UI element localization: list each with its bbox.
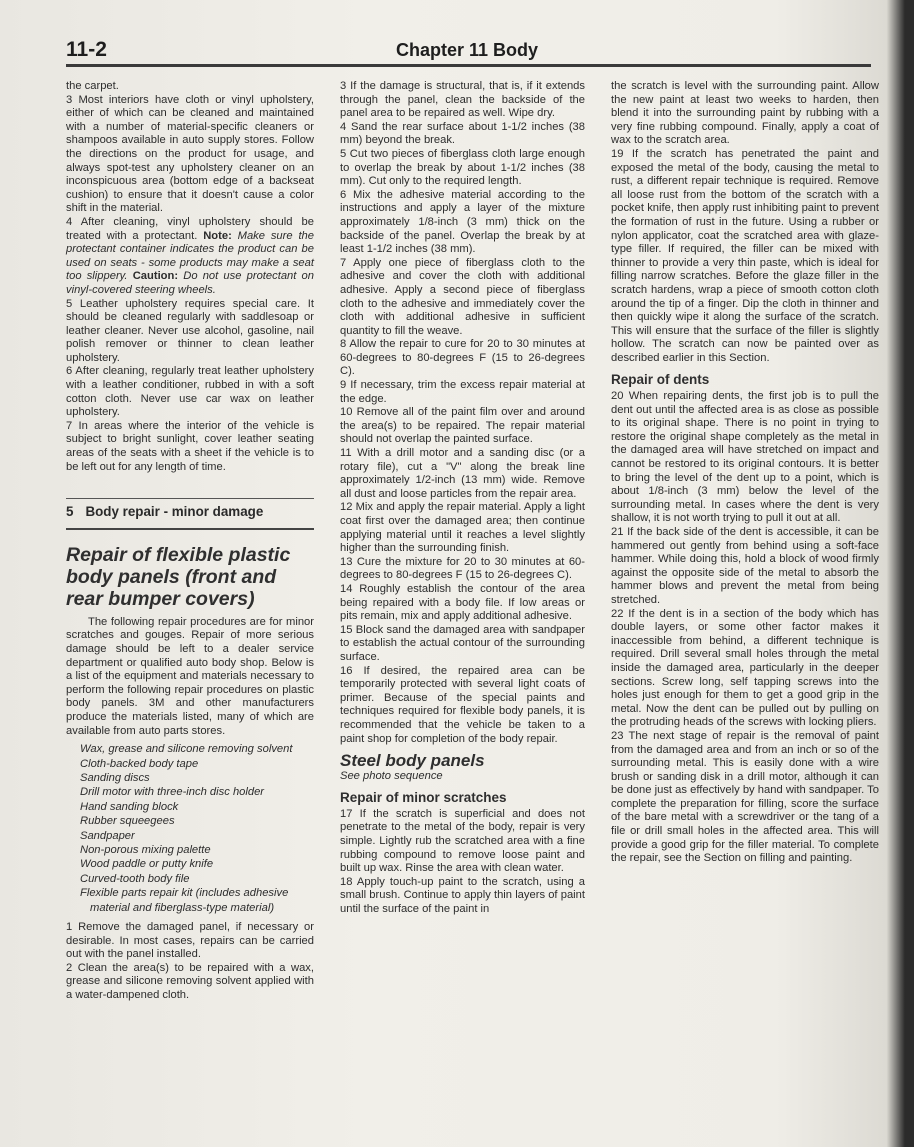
list-item: Wax, grease and silicone removing solvent [80, 743, 293, 756]
text-run: 4 After cleaning, vinyl upholstery should be treated with a protectant. [66, 215, 314, 242]
section-heading [66, 498, 314, 530]
paragraph: 10 Remove all of the paint film over and around the area(s) to be repaired. The repair material should not overlap the painted surface. [340, 406, 585, 446]
photo-reference: See photo sequence [340, 769, 443, 782]
paragraph: 15 Block sand the damaged area with sandpaper to establish the actual contour of the surrounding surface. [340, 623, 585, 663]
paragraph: 21 If the back side of the dent is accessible, it can be hammered out gently from behind using a soft-face hammer. While doing this, hold a block of wood firmly against the opposite side of the metal to absorb the hammer blows and prevent the metal from being stretched. [611, 526, 879, 606]
paragraph: 16 If desired, the repaired area can be temporarily protected with several light coats of primer. Because of the special paints and techniques required for flexible body panels, it is recommended that the vehicle be taken to a paint shop for completion of the body repair. [340, 664, 585, 745]
paragraph: 3 Most interiors have cloth or vinyl upholstery, either of which can be cleaned and maintained with a number of material-specific cleaners or shampoos available in auto supply stores. Follow the directions on the product for usage, and always spot-test any upholstery cleaner on an inconspicuous area (bottom edge of a backseat cushion) to ensure that it doesn't cause a color shift in the material. [66, 93, 314, 215]
column-2 [340, 80, 585, 917]
section-number: 5 [66, 504, 74, 520]
paragraph [66, 216, 314, 298]
paragraph: 22 If the dent is in a section of the body which has double layers, or some other factor makes it inaccessible from behind, a different technique is required. Drill several small holes through the metal inside the damaged area, particularly in the deeper sections. Screw long, self tapping screws into the holes just enough for them to get a good grip in the metal. Now the dent can be pulled out by pulling on the protruding heads of the screws with locking pliers. [611, 607, 879, 729]
list-item: Drill motor with three-inch disc holder [80, 786, 265, 799]
note-label: Note: [203, 229, 232, 242]
section-title: Body repair - minor damage [85, 504, 264, 520]
text-run: Do not use protectant on vinyl-covered steering wheels. [66, 270, 314, 296]
paragraph: 11 With a drill motor and a sanding disc (or a rotary file), cut a "V" along the break line approximately 1/2-inch (13 mm) wide. Remove all dust and loose particles from the repair area. [340, 447, 585, 500]
paragraph: 3 If the damage is structural, that is, if it extends through the panel, clean the backside of the panel area to be repaired as well. Wipe dry. [340, 80, 585, 120]
header-rule [66, 64, 871, 67]
list-item: Curved-tooth body file [80, 872, 190, 885]
text-run: Make sure the protectant container indicates the product can be used on seats - some products may make a seat too slippery. [66, 229, 315, 283]
paragraph: 9 If necessary, trim the excess repair material at the edge. [340, 379, 585, 405]
list-item: Flexible parts repair kit (includes adhesive material and fiberglass-type material) [80, 887, 289, 914]
paragraph: 23 The next stage of repair is the removal of paint from the damaged area and from an inch or so of the surrounding metal. This is easily done with a wire brush or sanding disk in a drill motor, although it can be done just as effectively by hand with sandpaper. To complete the preparation for filling, score the surface of the bare metal with a screwdriver or the tang of a file or drill small holes in the affected area. This will provide a good grip for the filler material. To complete the repair, see the Section on filling and painting. [611, 729, 879, 865]
paragraph: 6 After cleaning, regularly treat leather upholstery with a leather conditioner, rubbed in with a soft cotton cloth. Never use car wax on leather upholstery. [66, 365, 314, 419]
paragraph: 5 Cut two pieces of fiberglass cloth large enough to overlap the break by about 1-1/2 inches (38 mm). Cut only to the required length. [340, 147, 585, 188]
subsection-heading: Repair of flexible plastic body panels (front and rear bumper covers) [66, 543, 291, 610]
list-item: Rubber squeegees [80, 815, 175, 828]
chapter-title: Chapter 11 Body [396, 40, 539, 60]
paragraph: 7 In areas where the interior of the vehicle is subject to bright sunlight, cover leather seating areas of the seats with a sheet if the vehicle is to be left out for any length of time. [66, 419, 314, 473]
list-item: Hand sanding block [80, 800, 179, 813]
subsection-heading: Repair of minor scratches [340, 790, 507, 806]
paragraph: the carpet. [66, 80, 119, 92]
paragraph: 5 Leather upholstery requires special care. It should be cleaned regularly with saddlesoap or leather cleaner. Never use alcohol, gasoline, nail polish remover or thinner to clean leather upholstery. [66, 297, 314, 364]
page-number: 11-2 [66, 38, 107, 61]
paragraph: the scratch is level with the surrounding paint. Allow the new paint at least two weeks to harden, then blend it into the surrounding paint by rubbing with a very fine rubbing compound. Finally, apply a coat of wax to the scratch area. [611, 80, 879, 147]
paragraph: 17 If the scratch is superficial and does not penetrate to the metal of the body, repair is very simple. Lightly rub the scratched area with a fine rubbing compound to remove loose paint and built up wax. Rinse the area with clean water. [340, 807, 585, 875]
paragraph: 4 Sand the rear surface about 1-1/2 inches (38 mm) beyond the break. [340, 120, 585, 147]
paragraph: 7 Apply one piece of fiberglass cloth to the adhesive and cover the cloth with additional adhesive. Apply a second piece of fiberglass cloth to the adhesive and immediately cover the cloth with additional adhesive in sufficient quantity to fill the weave. [340, 256, 585, 337]
paragraph: 19 If the scratch has penetrated the paint and exposed the metal of the body, causing the metal to rust, a different repair technique is required. Remove all loose rust from the bottom of the scratch with a pocket knife, then apply rust inhibiting paint to prevent the formation of rust in the future. Using a rubber or nylon applicator, coat the scratched area with glaze-type filler. If required, the filler can be mixed with thinner to provide a very thin paste, which is ideal for filling narrow scratches. Before the glaze filler in the scratch hardens, wrap a piece of smooth cotton cloth around the tip of a finger. Dip the cloth in thinner and then quickly wipe it along the surface of the scratch. This will ensure that the surface of the filler is slightly hollow. The scratch can now be painted over as described earlier in this Section. [611, 147, 879, 364]
paragraph: 8 Allow the repair to cure for 20 to 30 minutes at 60-degrees to 80-degrees F (15 to 26-degrees C). [340, 338, 585, 378]
paragraph: 18 Apply touch-up paint to the scratch, using a small brush. Continue to apply thin layers of paint until the surface of the paint in [340, 875, 585, 916]
paragraph: 1 Remove the damaged panel, if necessary or desirable. In most cases, repairs can be carried out with the panel installed. [66, 921, 314, 961]
subsection-heading: Repair of dents [611, 372, 710, 388]
list-item: Non-porous mixing palette [80, 844, 211, 856]
caution-label: Caution: [132, 270, 179, 283]
paragraph: 14 Roughly establish the contour of the area being repaired with a body file. If low areas or pits remain, mix and apply additional adhesive. [340, 582, 585, 623]
list-item: Cloth-backed body tape [80, 757, 199, 770]
paragraph: 6 Mix the adhesive material according to the instructions and apply a layer of the mixture approximately 1/8-inch (3 mm) thick on the backside of the panel. Overlap the break by at least 1-1/2 inches (38 mm). [340, 188, 585, 256]
column-3 [611, 80, 879, 866]
paragraph: 2 Clean the area(s) to be repaired with a wax, grease and silicone removing solvent applied with a water-dampened cloth. [66, 961, 314, 1001]
subsection-heading: Steel body panels [340, 751, 485, 771]
paragraph: 13 Cure the mixture for 20 to 30 minutes at 60-degrees to 80-degrees F (15 to 26-degrees C). [340, 555, 585, 582]
materials-list [66, 742, 314, 915]
column-1 [66, 80, 314, 1003]
paragraph: 20 When repairing dents, the first job is to pull the dent out until the affected area is as close as possible to its original shape. There is no point in trying to restore the original shape completely as the metal in the damaged area will have stretched on impact and cannot be restored to its original contours. It is better to bring the level of the dent up to a point, which is about 1/8-inch (3 mm) below the level of the surrounding metal. In cases where the dent is very shallow, it is not worth trying to pull it out at all. [611, 390, 879, 525]
paragraph: 12 Mix and apply the repair material. Apply a light coat first over the damaged area; then continue applying material until it reaches a level slightly higher than the surrounding finish. [340, 501, 585, 555]
list-item: Sanding discs [80, 771, 150, 784]
list-item: Wood paddle or putty knife [80, 858, 214, 871]
list-item: Sandpaper [80, 829, 135, 842]
paragraph: The following repair procedures are for minor scratches and gouges. Repair of more serious damage should be left to a dealer service department or qualified auto body shop. Below is a list of the equipment and materials necessary to perform the following repair procedures on plastic body panels. 3M and other manufacturers produce the materials listed, many of which are available from auto parts stores. [66, 615, 314, 737]
